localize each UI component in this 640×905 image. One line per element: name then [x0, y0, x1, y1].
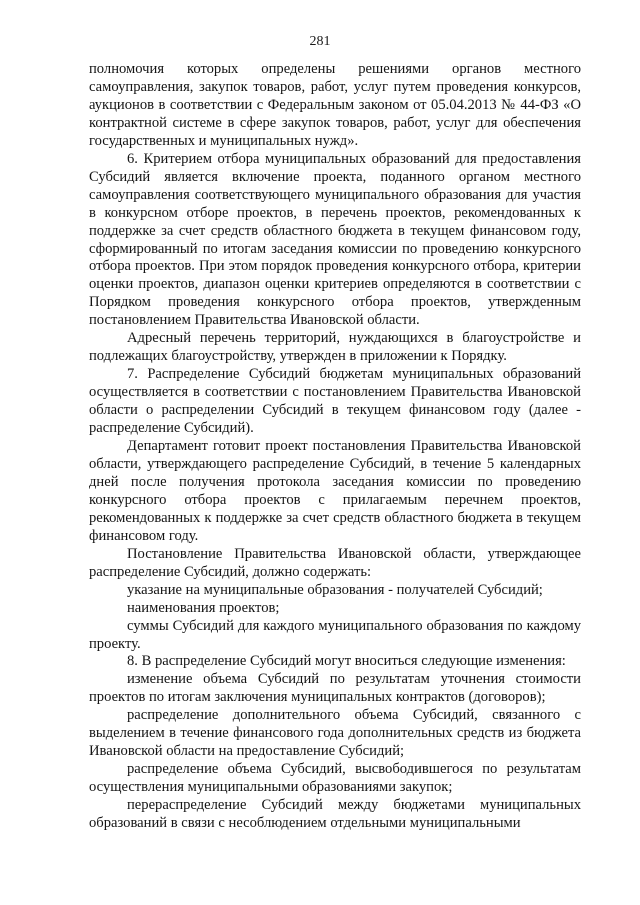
- paragraph: распределение объема Субсидий, высвободившегося по результатам осуществления муниципальными образованиями закупок;: [89, 761, 581, 796]
- paragraph: Постановление Правительства Ивановской области, утверждающее распределение Субсидий, должно содержать:: [89, 545, 581, 580]
- paragraph: 6. Критерием отбора муниципальных образований для предоставления Субсидий является включение проекта, поданного органом местного самоуправления соответствующего муниципального образования для участия в конкурсном отборе проектов, в перечень проектов, рекомендованных к поддержке за счет средств областного бюджета в текущем финансовом году, сформированный по итогам заседания комиссии по проведению конкурсного отбора проектов. При этом порядок проведения конкурсного отбора, критерии оценки проектов, диапазон оценки критериев определяются в соответствии с Порядком проведения конкурсного отбора проектов, утвержденным постановлением Правительства Ивановской области.: [89, 150, 581, 329]
- paragraph: 7. Распределение Субсидий бюджетам муниципальных образований осуществляется в соответствии с постановлением Правительства Ивановской области о распределении Субсидий в текущем финансовом году (далее - распределение Субсидий).: [89, 366, 581, 437]
- page-number: 281: [309, 34, 331, 49]
- paragraph: Департамент готовит проект постановления Правительства Ивановской области, утверждающего распределение Субсидий, в течение 5 календарных дней после получения протокола заседания комиссии по проведению конкурсного отбора проектов с прилагаемым перечнем проектов, рекомендованных к поддержке за счет средств областного бюджета в текущем финансовом году.: [89, 438, 581, 544]
- document-body: [89, 61, 581, 833]
- paragraph: полномочия которых определены решениями органов местного самоуправления, закупок товаров, работ, услуг путем проведения конкурсов, аукционов в соответствии с Федеральным законом от 05.04.2013 № 44-ФЗ «О контрактной системе в сфере закупок товаров, работ, услуг для обеспечения государственных и муниципальных нужд».: [89, 61, 581, 149]
- paragraph: Адресный перечень территорий, нуждающихся в благоустройстве и подлежащих благоустройству, утвержден в приложении к Порядку.: [89, 330, 581, 365]
- paragraph: изменение объема Субсидий по результатам уточнения стоимости проектов по итогам заключения муниципальных контрактов (договоров);: [89, 671, 581, 706]
- paragraph: распределение дополнительного объема Субсидий, связанного с выделением в течение финансового года дополнительных средств из бюджета Ивановской области на предоставление Субсидий;: [89, 707, 581, 760]
- paragraph: 8. В распределение Субсидий могут вноситься следующие изменения:: [127, 653, 566, 670]
- paragraph: перераспределение Субсидий между бюджетами муниципальных образований в связи с несоблюдением отдельными муниципальными: [89, 797, 581, 832]
- paragraph: наименования проектов;: [127, 599, 280, 616]
- paragraph: указание на муниципальные образования - получателей Субсидий;: [127, 581, 543, 598]
- paragraph: суммы Субсидий для каждого муниципального образования по каждому проекту.: [89, 617, 581, 652]
